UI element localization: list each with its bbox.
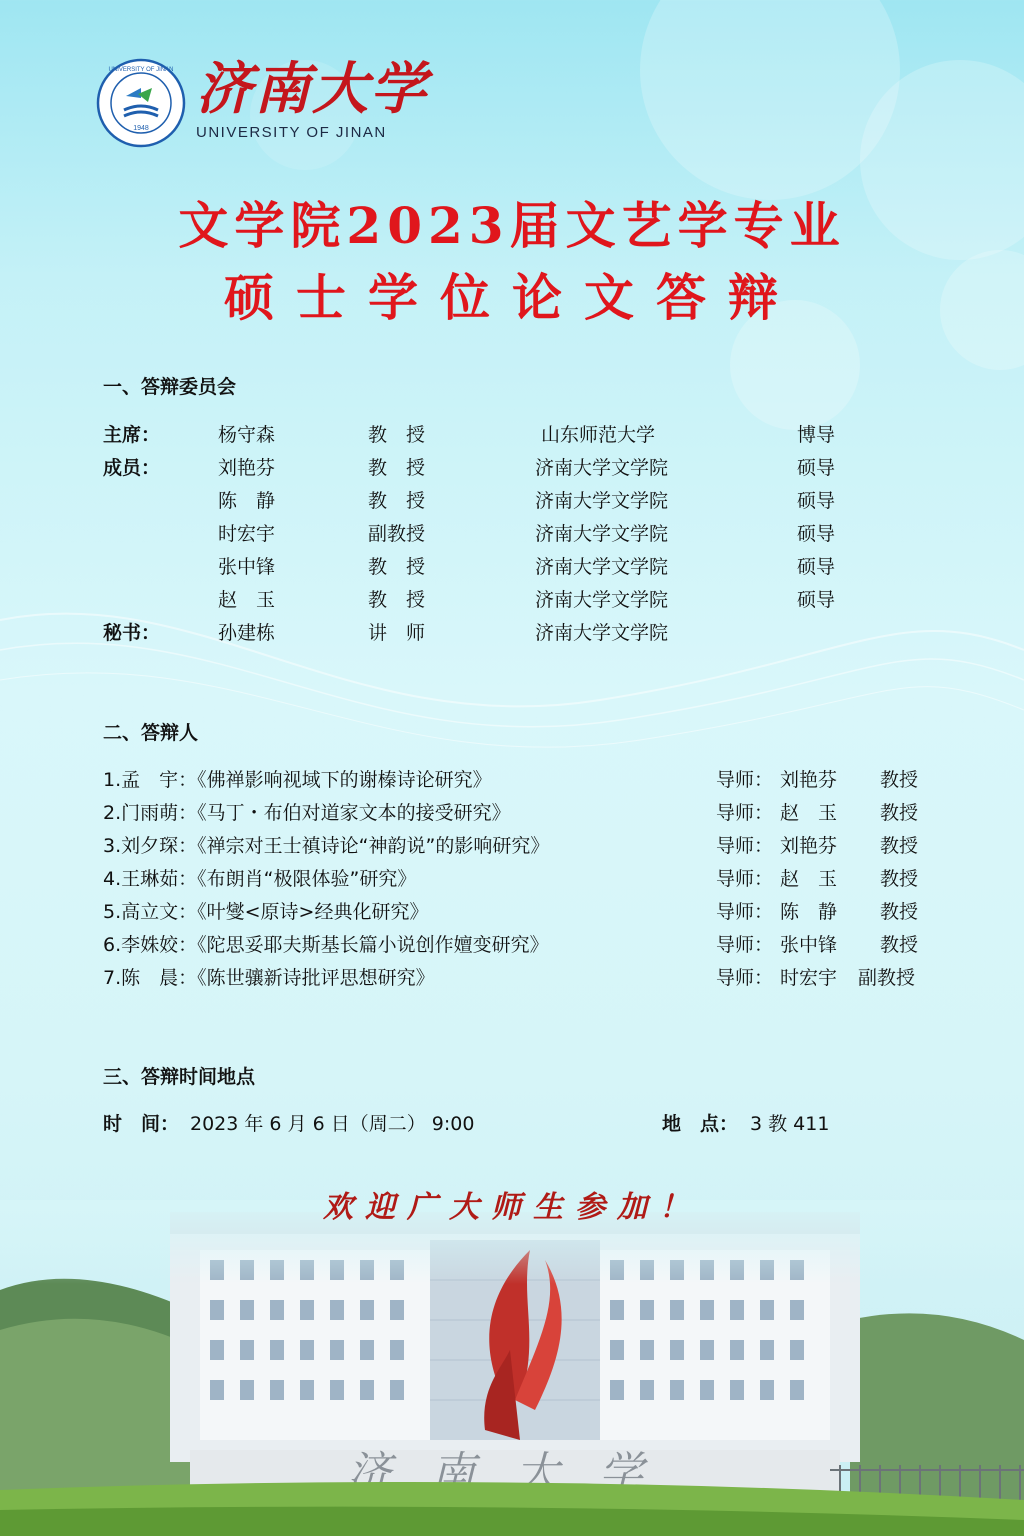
advisor-title: 副教授	[858, 967, 916, 989]
advisor-label: 导师：	[716, 868, 774, 890]
advisor-title: 教授	[880, 835, 919, 857]
candidate-row	[0, 765, 1024, 795]
place-value: 3 教 411	[750, 1113, 830, 1135]
committee-title: 教 授	[368, 589, 426, 611]
advisor-label: 导师：	[716, 802, 774, 824]
candidate-row	[0, 963, 1024, 993]
committee-title: 教 授	[368, 490, 426, 512]
advisor-name: 张中锋	[780, 934, 838, 956]
committee-institution: 济南大学文学院	[535, 556, 669, 578]
candidate-thesis: 3.刘夕琛：《禅宗对王士禛诗论“神韵说”的影响研究》	[103, 835, 550, 857]
advisor-name: 刘艳芬	[780, 835, 838, 857]
committee-row	[0, 552, 1024, 582]
committee-role: 主席：	[103, 424, 161, 446]
advisor-label: 导师：	[716, 967, 774, 989]
committee-name: 刘艳芬	[218, 457, 276, 479]
advisor-label: 导师：	[716, 835, 774, 857]
candidate-thesis: 1.孟 宇：《佛禅影响视域下的谢榛诗论研究》	[103, 769, 492, 791]
time-label: 时 间：	[103, 1113, 180, 1135]
committee-title: 讲 师	[368, 622, 426, 644]
committee-row	[0, 519, 1024, 549]
advisor-label: 导师：	[716, 769, 774, 791]
committee-row	[0, 453, 1024, 483]
advisor-name: 陈 静	[780, 901, 838, 923]
advisor-title: 教授	[880, 901, 919, 923]
page-title-line2: 硕士学位论文答辩	[224, 268, 800, 327]
candidate-thesis: 5.高立文：《叶燮<原诗>经典化研究》	[103, 901, 429, 923]
committee-institution: 山东师范大学	[535, 424, 656, 446]
advisor-label: 导师：	[716, 901, 774, 923]
candidate-row	[0, 930, 1024, 960]
committee-institution: 济南大学文学院	[535, 457, 669, 479]
committee-supervisor-type: 硕导	[797, 490, 836, 512]
committee-role: 成员：	[103, 457, 161, 479]
committee-row	[0, 420, 1024, 450]
advisor-name: 刘艳芬	[780, 769, 838, 791]
committee-institution: 济南大学文学院	[535, 490, 669, 512]
candidates-heading: 二、答辩人	[103, 722, 199, 744]
advisor-title: 教授	[880, 934, 919, 956]
committee-institution: 济南大学文学院	[535, 523, 669, 545]
committee-title: 教 授	[368, 424, 426, 446]
committee-row	[0, 585, 1024, 615]
campus-building-photo	[0, 1200, 1024, 1536]
committee-supervisor-type: 硕导	[797, 457, 836, 479]
committee-title: 教 授	[368, 556, 426, 578]
advisor-title: 教授	[880, 769, 919, 791]
committee-title: 教 授	[368, 457, 426, 479]
candidate-thesis: 4.王琳茹：《布朗肖“极限体验”研究》	[103, 868, 417, 890]
emblem-year: 1948	[133, 125, 149, 132]
schedule-heading: 三、答辩时间地点	[103, 1066, 256, 1088]
committee-name: 时宏宇	[218, 523, 276, 545]
committee-supervisor-type: 硕导	[797, 523, 836, 545]
emblem-text: UNIVERSITY OF JINAN	[108, 67, 174, 73]
welcome-banner: 欢迎广大师生参加！	[323, 1190, 701, 1225]
candidate-thesis: 6.李姝姣：《陀思妥耶夫斯基长篇小说创作嬗变研究》	[103, 934, 549, 956]
committee-name: 杨守森	[218, 424, 276, 446]
university-logo-chinese: 济南大学	[196, 56, 428, 122]
candidate-row	[0, 864, 1024, 894]
university-logo-english: UNIVERSITY OF JINAN	[196, 124, 387, 141]
committee-institution: 济南大学文学院	[535, 589, 669, 611]
committee-name: 孙建栋	[218, 622, 276, 644]
committee-row	[0, 486, 1024, 516]
committee-institution: 济南大学文学院	[535, 622, 669, 644]
advisor-name: 赵 玉	[780, 868, 838, 890]
committee-role: 秘书：	[103, 622, 161, 644]
candidate-row	[0, 897, 1024, 927]
advisor-title: 教授	[880, 802, 919, 824]
candidate-row	[0, 831, 1024, 861]
committee-heading: 一、答辩委员会	[103, 376, 237, 398]
committee-name: 陈 静	[218, 490, 276, 512]
candidate-thesis: 2.门雨萌：《马丁・布伯对道家文本的接受研究》	[103, 802, 511, 824]
advisor-name: 赵 玉	[780, 802, 838, 824]
university-emblem-icon	[96, 58, 186, 148]
committee-supervisor-type: 博导	[797, 424, 836, 446]
committee-title: 副教授	[368, 523, 426, 545]
candidate-thesis: 7.陈 晨：《陈世骧新诗批评思想研究》	[103, 967, 435, 989]
page-title-line1: 文学院2023届文艺学专业	[178, 196, 846, 255]
advisor-title: 教授	[880, 868, 919, 890]
committee-name: 张中锋	[218, 556, 276, 578]
advisor-label: 导师：	[716, 934, 774, 956]
place-label: 地 点：	[662, 1113, 739, 1135]
committee-supervisor-type: 硕导	[797, 589, 836, 611]
committee-row	[0, 618, 1024, 648]
committee-name: 赵 玉	[218, 589, 276, 611]
candidate-row	[0, 798, 1024, 828]
time-value: 2023 年 6 月 6 日（周二） 9:00	[190, 1113, 475, 1135]
advisor-name: 时宏宇	[780, 967, 838, 989]
committee-supervisor-type: 硕导	[797, 556, 836, 578]
schedule-row	[0, 1108, 1024, 1140]
